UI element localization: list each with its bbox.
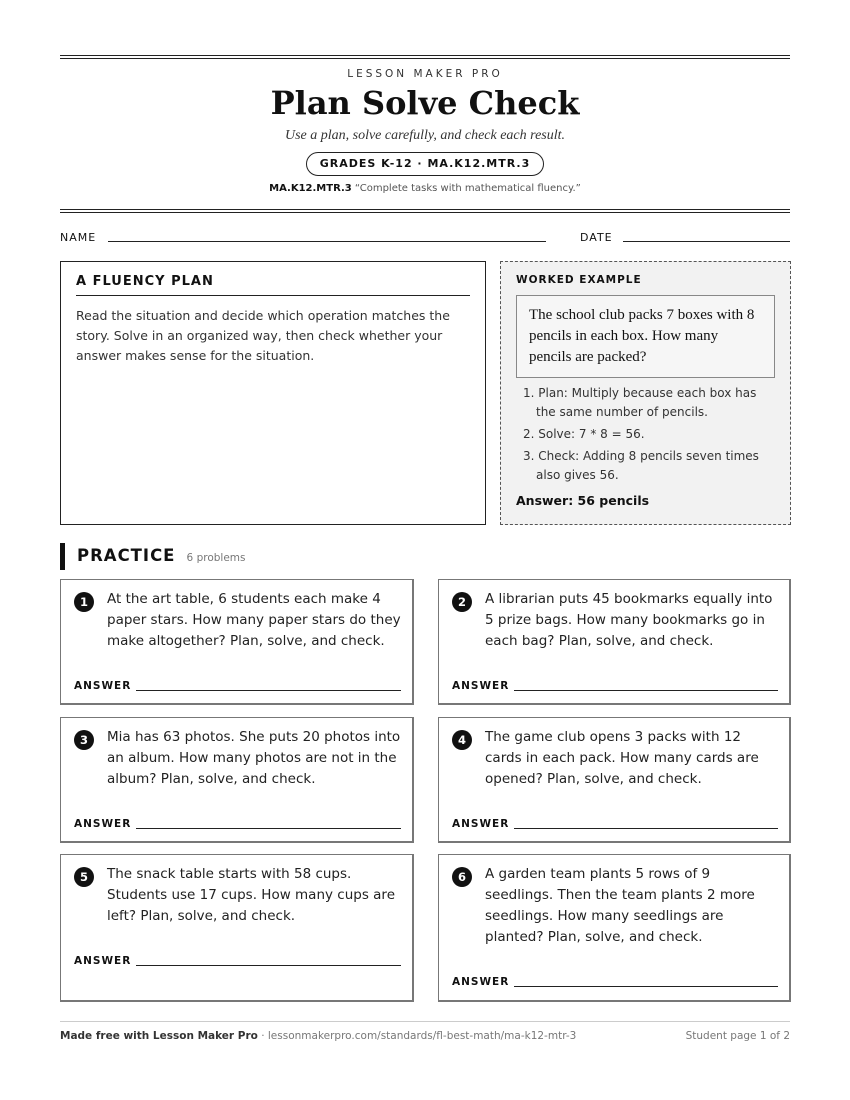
footer-page-number: Student page 1 of 2 (685, 1030, 790, 1042)
name-field[interactable] (108, 241, 546, 242)
standard-text: “Complete tasks with mathematical fluency.” (354, 183, 581, 194)
page-subtitle: Use a plan, solve carefully, and check each result. (284, 128, 566, 143)
practice-section-heading (60, 543, 245, 570)
problem-card-1 (60, 579, 414, 705)
plan-heading: A FLUENCY PLAN (76, 274, 470, 296)
problem-number-badge: 2 (452, 592, 472, 612)
problem-text: A garden team plants 5 rows of 9 seedlings. Then the team plants 2 more seedlings. How many seedlings are planted? Plan, solve, and check. (485, 866, 755, 945)
problem-number-badge: 6 (452, 867, 472, 887)
worked-example-steps (516, 384, 775, 485)
worked-example-box (500, 261, 791, 525)
standard-code: MA.K12.MTR.3 (269, 183, 352, 194)
answer-line[interactable] (136, 828, 401, 829)
date-field[interactable] (623, 241, 790, 242)
standard-description (0, 183, 850, 194)
problem-card-6 (438, 854, 791, 1002)
worked-example-problem: The school club packs 7 boxes with 8 pencils in each box. How many pencils are packed? (516, 295, 775, 378)
answer-label: ANSWER (452, 680, 510, 692)
date-label: DATE (580, 231, 613, 244)
problem-number-badge: 3 (74, 730, 94, 750)
answer-label: ANSWER (74, 680, 132, 692)
page-title: Plan Solve Check (270, 84, 580, 122)
worked-example-answer: Answer: 56 pencils (516, 493, 650, 508)
problem-number-badge: 1 (74, 592, 94, 612)
answer-label: ANSWER (452, 818, 510, 830)
problem-card-2 (438, 579, 791, 705)
problem-card-5 (60, 854, 414, 1002)
practice-title: PRACTICE (77, 546, 176, 565)
brand-name: LESSON MAKER PRO (347, 68, 503, 80)
answer-line[interactable] (136, 965, 401, 966)
grade-standard-badge: GRADES K-12 · MA.K12.MTR.3 (306, 152, 544, 176)
answer-line[interactable] (136, 690, 401, 691)
problem-text: The game club opens 3 packs with 12 cards in each pack. How many cards are opened? Plan, solve, and check. (485, 729, 759, 787)
footer-made-with: Made free with Lesson Maker Pro (60, 1030, 258, 1042)
problem-card-3 (60, 717, 414, 843)
problem-text: The snack table starts with 58 cups. Students use 17 cups. How many cups are left? Plan, solve, and check. (107, 866, 395, 924)
problem-card-4 (438, 717, 791, 843)
footer-divider (60, 1021, 790, 1022)
worked-step: 1. Plan: Multiply because each box has the same number of pencils. (523, 386, 757, 419)
problem-text: At the art table, 6 students each make 4 paper stars. How many paper stars do they make altogether? Plan, solve, and check. (107, 591, 401, 649)
problem-text: A librarian puts 45 bookmarks equally into 5 prize bags. How many bookmarks go in each bag? Plan, solve, and check. (485, 591, 773, 649)
plan-body: Read the situation and decide which operation matches the story. Solve in an organized way, then check whether your answer makes sense for the situation. (76, 308, 450, 363)
header-top-rule (60, 55, 790, 59)
answer-line[interactable] (514, 828, 778, 829)
answer-label: ANSWER (74, 818, 132, 830)
problem-number-badge: 5 (74, 867, 94, 887)
name-label: NAME (60, 231, 97, 244)
header-bottom-rule (60, 209, 790, 213)
answer-line[interactable] (514, 986, 778, 987)
worked-step: 2. Solve: 7 * 8 = 56. (523, 427, 645, 441)
footer-url: · lessonmakerpro.com/standards/fl-best-math/ma-k12-mtr-3 (261, 1030, 577, 1042)
answer-label: ANSWER (452, 976, 510, 988)
worked-step: 3. Check: Adding 8 pencils seven times also gives 56. (523, 449, 759, 482)
problem-number-badge: 4 (452, 730, 472, 750)
answer-label: ANSWER (74, 955, 132, 967)
answer-line[interactable] (514, 690, 778, 691)
worked-example-heading: WORKED EXAMPLE (516, 274, 642, 286)
fluency-plan-box (60, 261, 486, 525)
footer-credit (60, 1030, 576, 1042)
practice-count: 6 problems (186, 552, 246, 564)
problem-text: Mia has 63 photos. She puts 20 photos into an album. How many photos are not in the album? Plan, solve, and check. (107, 729, 401, 787)
